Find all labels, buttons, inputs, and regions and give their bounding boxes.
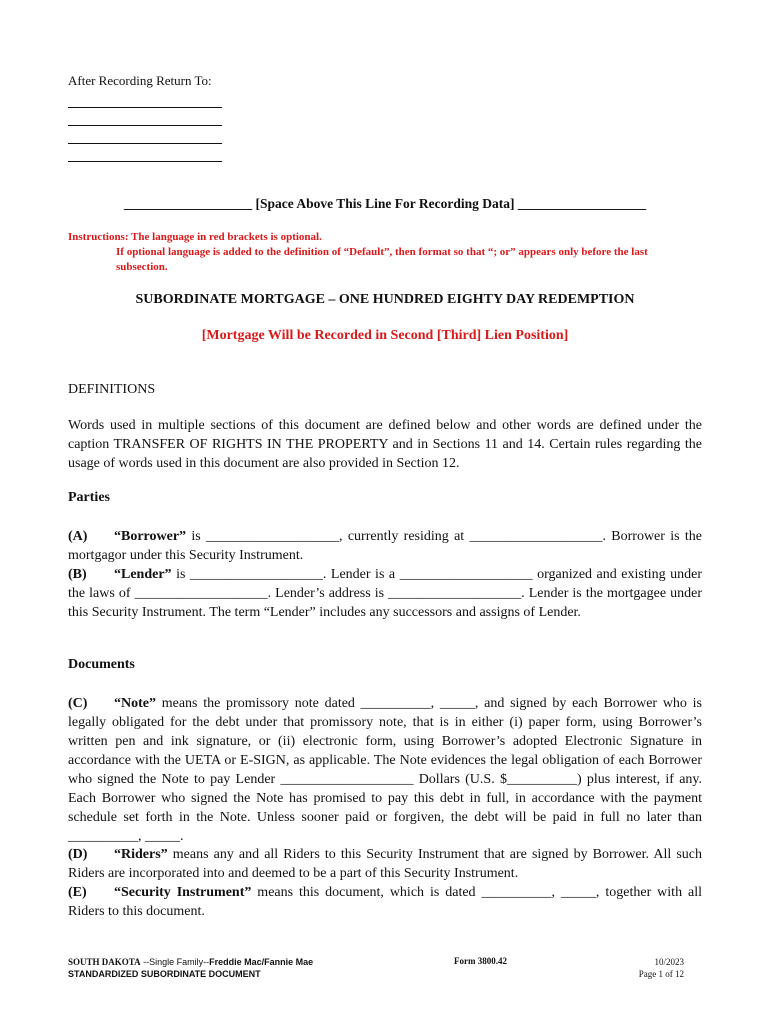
footer-date: 10/2023 — [654, 957, 684, 967]
instructions-line-1: Instructions: The language in red brackets is optional. — [68, 231, 322, 243]
definition-borrower — [68, 527, 702, 565]
recording-space-line: ___________________ [Space Above This Line For Recording Data] ___________________ — [123, 196, 647, 211]
definition-lender — [68, 565, 702, 622]
definition-label: (D) — [68, 847, 88, 862]
definition-label: (B) — [68, 567, 87, 582]
parties-heading: Parties — [68, 490, 110, 505]
footer-page-number: Page 1 of 12 — [638, 969, 684, 979]
footer-agency: Freddie Mac/Fannie Mae — [209, 957, 314, 967]
definition-term: “Lender” — [114, 567, 172, 582]
definition-term: “Security Instrument” — [114, 885, 252, 900]
definition-text: means this document, which is dated __________, _____, together with all Riders to this document. — [68, 885, 702, 919]
definition-note — [68, 694, 702, 846]
definition-riders — [68, 845, 702, 883]
definition-security-instrument — [68, 883, 702, 921]
return-blank-line-3 — [68, 126, 222, 144]
footer-right — [639, 956, 684, 980]
footer-form-number: Form 3800.42 — [454, 956, 507, 966]
definition-label: (C) — [68, 696, 88, 711]
instructions — [68, 230, 702, 275]
return-label: After Recording Return To: — [68, 73, 212, 88]
definition-term: “Note” — [114, 696, 156, 711]
instructions-line-2: If optional language is added to the definition of “Default”, then format so that “; or” appears only before the last subsection. — [116, 246, 648, 273]
definition-term: “Riders” — [114, 847, 168, 862]
return-address-block — [68, 72, 222, 162]
definition-text: is ___________________. Lender is a ___________________ organized and existing under the laws of ___________________. Lender’s address is ___________________. Lender is the mortgagee under this Security Instrument. The term “Lender” includes any successors and assigns of Lender. — [68, 567, 702, 620]
definition-text: means the promissory note dated __________, _____, and signed by each Borrower who is legally obligated for the debt under that promissory note, that is in either (i) paper form, using Borrower’s written pen and ink signature, or (ii) electronic form, using Borrower’s adopted Electronic Signature in accordance with the UETA or E-SIGN, as applicable. The Note evidences the legal obligation of each Borrower who signed the Note to pay Lender ___________________ Dollars (U.S. $__________) plus interest, if any. Each Borrower who signed the Note has promised to pay this debt in full, in accordance with the payment schedule set forth in the Note. Unless sooner paid or forgiven, the debt will be paid in full no later than __________, _____. — [68, 696, 702, 844]
footer-left — [68, 956, 313, 980]
definition-text: means any and all Riders to this Security Instrument that are signed by Borrower. All such Riders are incorporated into and deemed to be a part of this Security Instrument. — [68, 847, 702, 881]
return-blank-line-1 — [68, 90, 222, 108]
lien-position-note: [Mortgage Will be Recorded in Second [Third] Lien Position] — [201, 328, 569, 343]
definition-text: is ___________________, currently residing at ___________________. Borrower is the mortgagor under this Security Instrument. — [68, 529, 702, 563]
definitions-intro: Words used in multiple sections of this document are defined below and other words are defined under the caption TRANSFER OF RIGHTS IN THE PROPERTY and in Sections 11 and 14. Certain rules regarding the usage of words used in this document are also provided in Section 12. — [68, 418, 702, 471]
definition-term: “Borrower” — [114, 529, 187, 544]
documents-heading: Documents — [68, 657, 135, 672]
document-title: SUBORDINATE MORTGAGE – ONE HUNDRED EIGHTY DAY REDEMPTION — [135, 292, 635, 307]
definitions-heading: DEFINITIONS — [68, 382, 156, 397]
footer-family: --Single Family-- — [140, 957, 210, 967]
return-blank-line-4 — [68, 144, 222, 162]
definition-label: (A) — [68, 529, 88, 544]
footer-state: SOUTH DAKOTA — [68, 957, 141, 967]
definition-label: (E) — [68, 885, 87, 900]
return-blank-line-2 — [68, 108, 222, 126]
footer-doc-type: STANDARDIZED SUBORDINATE DOCUMENT — [68, 969, 261, 979]
